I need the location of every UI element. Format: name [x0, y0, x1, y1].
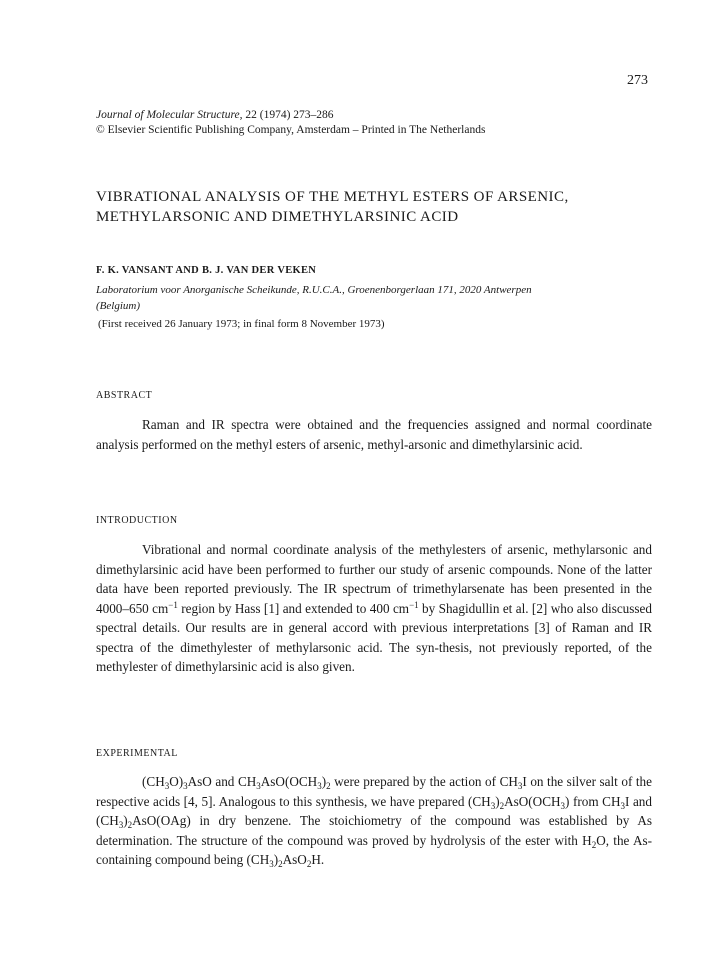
abstract-heading: ABSTRACT [96, 390, 153, 401]
intro-part-2: spectrum of trimethylarsenate has been presented in the 4000–650 cm [96, 581, 652, 616]
title-line-2: METHYLARSONIC AND DIMETHYLARSINIC ACID [96, 209, 459, 225]
journal-header [96, 108, 485, 138]
intro-part-5: spectra of the dimethylester of methylarsonic acid. The syn-thesis, not previously reported, of the methylester of dimethylarsinic acid is also given. [96, 639, 652, 674]
superscript: −1 [168, 599, 178, 610]
abstract-part-2: spectra were obtained and the frequencies assigned and normal coordinate analysis performed on the methyl esters of arsenic, methyl-arsonic and dimethylarsinic acid. [96, 417, 652, 452]
authors: F. K. VANSANT AND B. J. VAN DER VEKEN [96, 265, 317, 276]
introduction-heading: INTRODUCTION [96, 515, 178, 526]
formula-methyl-iodide: $CH_3I$ [499, 774, 527, 791]
formula-methyl-iodide: $CH_3I$ [602, 793, 630, 811]
introduction-text [96, 540, 652, 677]
affiliation [96, 282, 656, 314]
intro-part-4: by Shagidullin et al. [2] who also discussed spectral details. Our results are in general accord with previous interpretations [3] of Raman and [96, 600, 652, 635]
intro-part-1: Vibrational and normal coordinate analysis of the methylesters of arsenic, methylarsonic and dimethylarsinic acid have been performed to further our study of arsenic compounds. None of the latter data have been reported previously. The [96, 542, 652, 596]
experimental-heading: EXPERIMENTAL [96, 748, 178, 759]
affiliation-line-1: Laboratorium voor Anorganische Scheikunde, R.U.C.A., Groenenborgerlaan 171, 2020 Antwerpen [96, 284, 532, 296]
publisher-line: © Elsevier Scientific Publishing Company, Amsterdam – Printed in The Netherlands [96, 124, 486, 136]
abstract-text [96, 415, 652, 454]
intro-part-3: region by Hass [1] and extended to 400 cm [177, 600, 410, 616]
page-number: 273 [627, 73, 648, 88]
received-dates: (First received 26 January 1973; in final form 8 November 1973) [98, 318, 385, 330]
journal-name: Journal of Molecular Structure, [96, 109, 243, 121]
formula-methylarsonate: $CH_3AsO(OCH_3)_2$ [237, 774, 331, 791]
title-line-1: VIBRATIONAL ANALYSIS OF THE METHYL ESTERS OF ARSENIC, [96, 189, 569, 205]
journal-citation [96, 108, 485, 123]
superscript: −1 [409, 599, 419, 610]
formula-silver-salt: $(CH_3)_2AsO(OAg)$ [96, 813, 191, 830]
ir-abbrev: IR [638, 620, 652, 635]
formula-dimethylarsinic-acid: $(CH_3)_2AsO_2H$ [246, 852, 321, 869]
affiliation-line-2: (Belgium) [96, 300, 140, 312]
journal-volume: 22 (1974) 273–286 [242, 109, 334, 121]
experimental-text: $(CH_3O)_3AsO$ and $CH_3AsO(OCH_3)_2$ were prepared by the action of $CH_3I$ on the silver salt of the respective acids [4, 5]. Analogous to this synthesis, we have prepared $(CH_3)_2AsO(OCH_3)$ from $CH_3I$ and $(CH_3)_2AsO(OAg)$ in dry benzene. The stoichiometry of the compound was established by As determination. The structure of the compound was proved by hydrolysis of the ester with $H_2O$, the As-containing compound being $(CH_3)_2AsO_2H$. [96, 774, 652, 869]
ir-abbrev: IR [323, 581, 337, 596]
ir-abbrev: IR [211, 417, 225, 432]
formula-trimethylarsenate: $(CH_3O)_3AsO$ [142, 774, 212, 791]
paper-title [96, 187, 656, 227]
formula-water: $H_2O$ [582, 832, 606, 850]
abstract-part-1: Raman and [142, 417, 212, 432]
formula-dimethylarsinate: $(CH_3)_2AsO(OCH_3)$ [467, 793, 570, 811]
